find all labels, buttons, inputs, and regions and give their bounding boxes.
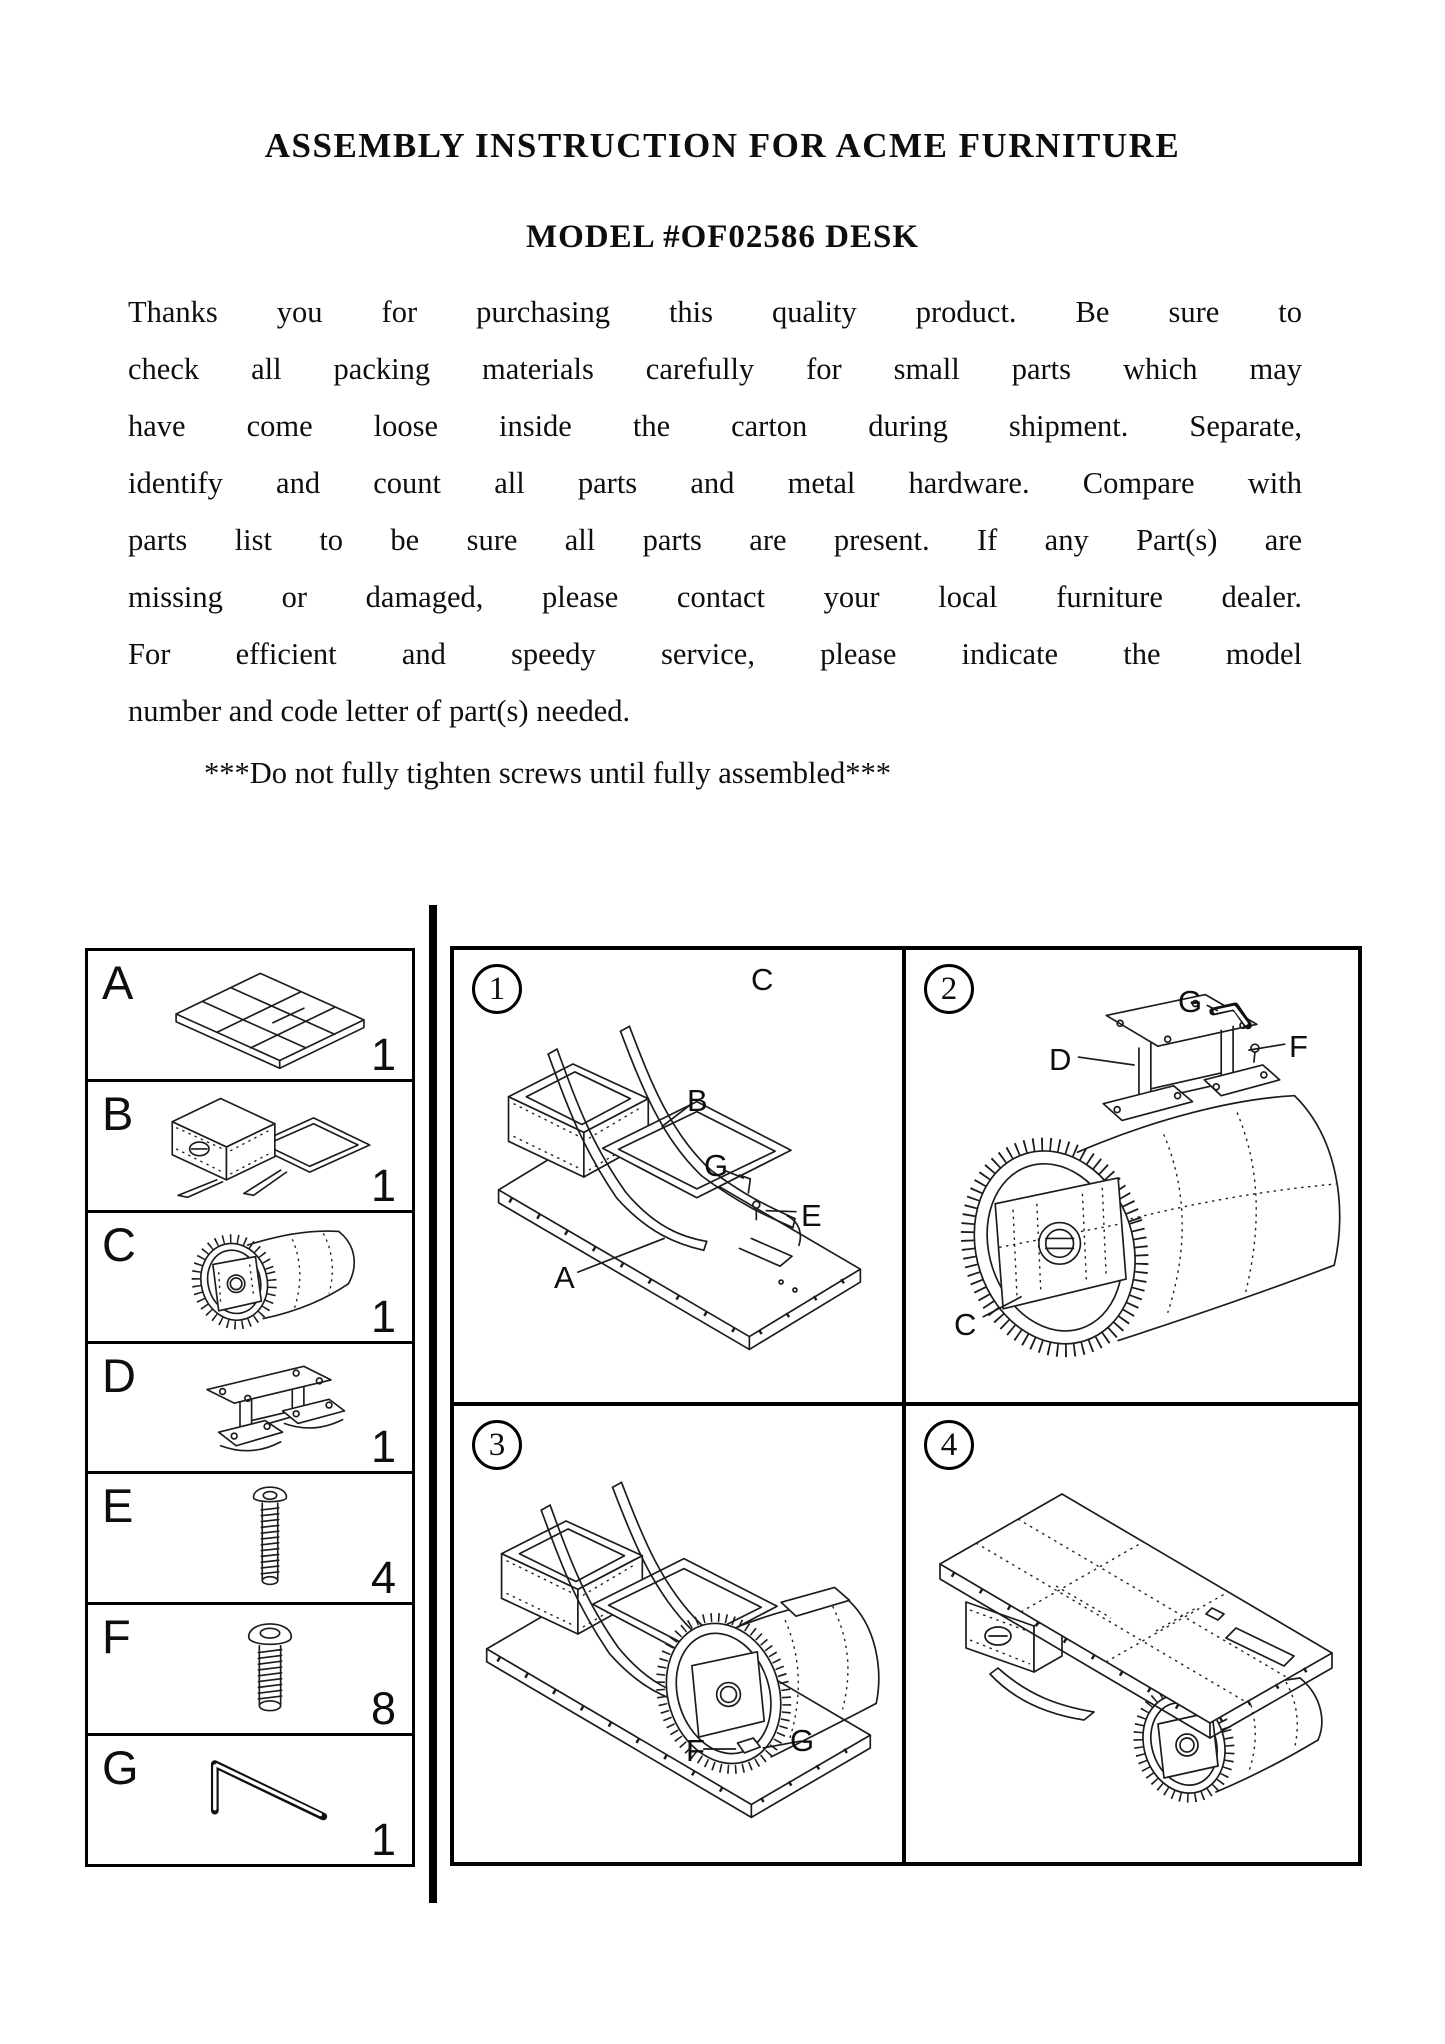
- part-row-f: [88, 1605, 412, 1736]
- support-bracket-icon: [138, 1347, 402, 1468]
- part-quantity: 1: [370, 1421, 396, 1473]
- part-letter: G: [102, 1741, 139, 1795]
- step3-diagram: [454, 1406, 902, 1862]
- step2-label-g: G: [1178, 984, 1203, 1019]
- part-letter: D: [102, 1348, 136, 1402]
- step-panel-2: [906, 950, 1358, 1406]
- part-row-a: [88, 951, 412, 1082]
- step2-label-f: F: [1289, 1029, 1308, 1064]
- step-panel-4: [906, 1406, 1358, 1862]
- part-row-b: [88, 1082, 412, 1213]
- intro-line: have come loose inside the carton during shipment. Separate,: [128, 409, 1302, 443]
- intro-line: identify and count all parts and metal hardware. Compare with: [128, 466, 1302, 500]
- document-title: ASSEMBLY INSTRUCTION FOR ACME FURNITURE: [264, 126, 1181, 165]
- assembly-note: ***Do not fully tighten screws until fully assembled***: [204, 756, 892, 790]
- section-divider-bar: [429, 905, 437, 1903]
- intro-line: number and code letter of part(s) needed.: [128, 694, 631, 728]
- part-quantity: 1: [370, 1290, 396, 1342]
- step3-label-g: G: [790, 1723, 815, 1758]
- step-panel-3: [454, 1406, 906, 1862]
- step-number-badge: [472, 1420, 522, 1470]
- step1-label-b: B: [687, 1083, 708, 1118]
- intro-line: parts list to be sure all parts are present. If any Part(s) are: [128, 523, 1302, 557]
- part-quantity: 1: [370, 1028, 396, 1080]
- intro-line: missing or damaged, please contact your local furniture dealer.: [128, 580, 1302, 614]
- step-number: 2: [940, 970, 958, 1007]
- part-letter: F: [102, 1610, 131, 1664]
- step-number: 3: [488, 1426, 506, 1463]
- step-number-badge: [924, 1420, 974, 1470]
- model-number-line: MODEL #OF02586 DESK: [525, 219, 920, 255]
- intro-line: Thanks you for purchasing this quality product. Be sure to: [128, 295, 1302, 329]
- long-bolt-icon: [138, 1477, 402, 1598]
- parts-list-table: [85, 948, 415, 1867]
- allen-key-icon: [138, 1739, 402, 1860]
- step2-label-d: D: [1049, 1042, 1072, 1077]
- step4-diagram: [906, 1406, 1358, 1862]
- step-number: 4: [940, 1426, 958, 1463]
- part-row-g: [88, 1736, 412, 1864]
- part-quantity: 8: [370, 1683, 396, 1735]
- step-number-badge: [924, 964, 974, 1014]
- cabinet-leg-assembly-icon: [138, 1085, 402, 1206]
- step2-label-c: C: [954, 1307, 977, 1342]
- step1-label-e: E: [801, 1198, 822, 1233]
- desktop-panel-icon: [138, 954, 402, 1075]
- assembly-steps-grid: [450, 946, 1362, 1866]
- step-number: 1: [488, 970, 506, 1007]
- step1-label-g: G: [704, 1148, 729, 1183]
- part-row-c: [88, 1213, 412, 1344]
- part-letter: E: [102, 1479, 134, 1533]
- step3-label-f: F: [686, 1733, 705, 1768]
- step-number-badge: [472, 964, 522, 1014]
- part-row-d: [88, 1344, 412, 1475]
- part-letter: B: [102, 1086, 134, 1140]
- step1-label-c: C: [751, 962, 774, 997]
- part-letter: C: [102, 1217, 136, 1271]
- intro-paragraph: [128, 284, 1302, 740]
- step-panel-1: [454, 950, 906, 1406]
- part-letter: A: [102, 956, 134, 1009]
- intro-line: check all packing materials carefully for small parts which may: [128, 352, 1302, 386]
- part-quantity: 1: [370, 1814, 396, 1866]
- intro-line: For efficient and speedy service, please indicate the model: [128, 637, 1302, 671]
- step1-label-a: A: [554, 1260, 575, 1295]
- short-bolt-icon: [138, 1608, 402, 1729]
- drum-pedestal-icon: [138, 1216, 402, 1337]
- part-row-e: [88, 1474, 412, 1605]
- part-quantity: 1: [370, 1159, 396, 1211]
- part-quantity: 4: [370, 1552, 396, 1604]
- step1-diagram: [454, 950, 902, 1402]
